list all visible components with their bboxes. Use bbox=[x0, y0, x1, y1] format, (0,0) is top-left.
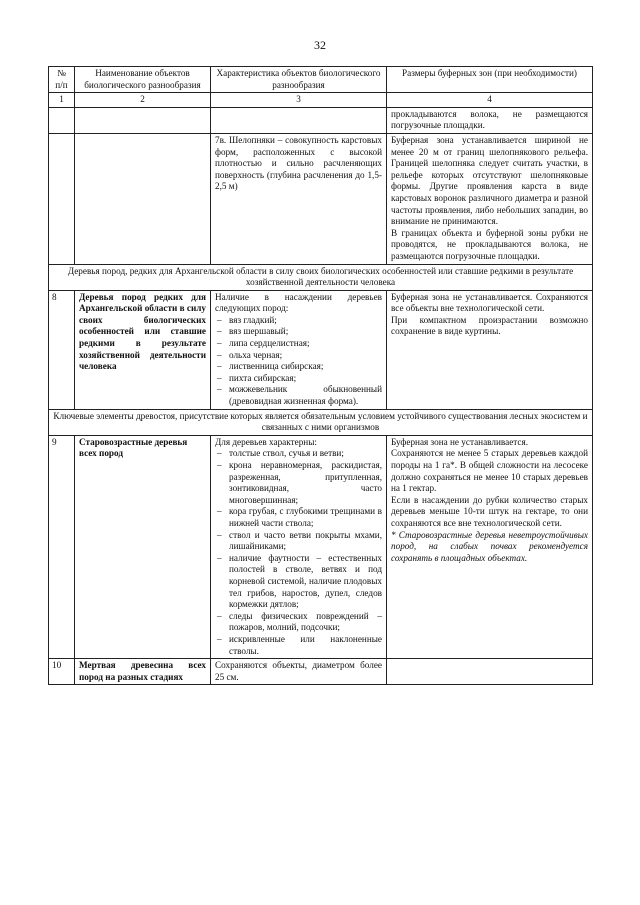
list-item: – пихта сибирская; bbox=[215, 373, 382, 385]
list-item: – вяз гладкий; bbox=[215, 315, 382, 327]
buffer-cell bbox=[387, 659, 593, 685]
row-number: 8 bbox=[49, 290, 75, 409]
list-item: – ствол и часто ветви покрыты мхами, лишайниками; bbox=[215, 530, 382, 553]
character-cell: 7в. Шелопняки – совокупность карстовых форм, расположенных с высокой плотностью и сильно расчленяющих поверхность (глубина расчленения до 1,5-2,5 м) bbox=[211, 133, 387, 264]
buffer-paragraph: При компактном произрастании возможно сохранение в виде куртины. bbox=[391, 314, 588, 337]
buffer-footnote: * Старовозрастные деревья неветроустойчивых пород, на слабых почвах рекомендуется сохранять в площадных объектах. bbox=[391, 529, 588, 563]
col-number: 3 bbox=[211, 93, 387, 108]
table-row bbox=[49, 290, 593, 409]
character-cell: Сохраняются объекты, диаметром более 25 см. bbox=[211, 659, 387, 685]
header-name: Наименование объектов биологического разнообразия bbox=[75, 67, 211, 93]
buffer-cell bbox=[387, 435, 593, 658]
section-row bbox=[49, 409, 593, 435]
table-row bbox=[49, 107, 593, 133]
list-item: – искривленные или наклоненные стволы. bbox=[215, 634, 382, 657]
list-item: – крона неравномерная, раскидистая, разреженная, притупленная, зонтиковидная, часто многовершинная; bbox=[215, 460, 382, 506]
col-number: 4 bbox=[387, 93, 593, 108]
page-number: 32 bbox=[314, 38, 326, 52]
column-number-row bbox=[49, 93, 593, 108]
buffer-cell bbox=[387, 133, 593, 264]
buffer-paragraph: Сохраняются не менее 5 старых деревьев каждой породы на 1 га*. В общей сложности на лесосеке должно сохраняться не менее 10 старых деревьев на 1 гектар. bbox=[391, 448, 588, 494]
table-row bbox=[49, 659, 593, 685]
list-item: – ольха черная; bbox=[215, 350, 382, 362]
table-row bbox=[49, 133, 593, 264]
list-item: – лиственница сибирская; bbox=[215, 361, 382, 373]
list-item: – наличие фаутности – естественных полостей в стволе, ветвях и под корневой системой, наличие плодовых тел грибов, наростов, дупел, следов кормежки дятлов; bbox=[215, 553, 382, 611]
buffer-paragraph: Буферная зона не устанавливается. Сохраняются все объекты вне технологической сети. bbox=[391, 291, 588, 314]
header-row bbox=[49, 67, 593, 93]
list-item: – липа сердцелистная; bbox=[215, 338, 382, 350]
biodiversity-table bbox=[48, 66, 593, 685]
list-item: – толстые ствол, сучья и ветви; bbox=[215, 448, 382, 460]
list-item: – можжевельник обыкновенный (древовидная жизненная форма). bbox=[215, 384, 382, 407]
feature-list bbox=[215, 448, 382, 657]
object-name: Мертвая древесина всех пород на разных стадиях bbox=[75, 659, 211, 685]
table-row bbox=[49, 435, 593, 658]
list-item: – следы физических повреждений – пожаров, молний, подсочки; bbox=[215, 611, 382, 634]
section-heading: Ключевые элементы древостоя, присутствие которых является обязательным условием устойчивого существования лесных экосистем и связанных с ними организмов bbox=[49, 409, 593, 435]
buffer-paragraph: Буферная зона устанавливается шириной не менее 20 м от границ шелопнякового рельефа. Границей шелопняка следует считать участки, в рельефе которых отсутствуют шелопняковые формы. Другие проявления карста в виде карстовых воронок различного диаметра и разной частоты проявления, либо небольших западин, во внимание не принимаются. bbox=[391, 134, 588, 227]
col-number: 1 bbox=[49, 93, 75, 108]
list-item: – вяз шершавый; bbox=[215, 326, 382, 338]
buffer-paragraph: В границах объекта и буферной зоны рубки не проводятся, не прокладываются волока, не размещаются погрузочные площадки. bbox=[391, 227, 588, 261]
species-list bbox=[215, 315, 382, 408]
character-intro: Для деревьев характерны: bbox=[215, 436, 317, 447]
section-heading: Деревья пород, редких для Архангельской области в силу своих биологических особенностей или ставшие редкими в результате хозяйственной деятельности человека bbox=[49, 264, 593, 290]
character-cell bbox=[211, 290, 387, 409]
header-num: № п/п bbox=[49, 67, 75, 93]
row-number: 9 bbox=[49, 435, 75, 658]
buffer-cell bbox=[387, 290, 593, 409]
col-number: 2 bbox=[75, 93, 211, 108]
character-intro: Наличие в насаждении деревьев следующих пород: bbox=[215, 291, 382, 314]
section-row bbox=[49, 264, 593, 290]
buffer-paragraph: Если в насаждении до рубки количество старых деревьев меньше 10-ти штук на гектаре, то они сохраняются все вне технологической сети. bbox=[391, 494, 588, 528]
row-number: 10 bbox=[49, 659, 75, 685]
object-name: Старовозрастные деревья всех пород bbox=[75, 435, 211, 658]
object-name: Деревья пород редких для Архангельской области в силу своих биологических особенностей или ставшие редкими в результате хозяйственной деятельности человека bbox=[75, 290, 211, 409]
buffer-cell: прокладываются волока, не размещаются погрузочные площадки. bbox=[387, 107, 593, 133]
list-item: – кора грубая, с глубокими трещинами в нижней части ствола; bbox=[215, 506, 382, 529]
buffer-paragraph: Буферная зона не устанавливается. bbox=[391, 436, 528, 447]
header-character: Характеристика объектов биологического разнообразия bbox=[211, 67, 387, 93]
character-cell bbox=[211, 435, 387, 658]
header-buffer: Размеры буферных зон (при необходимости) bbox=[387, 67, 593, 93]
